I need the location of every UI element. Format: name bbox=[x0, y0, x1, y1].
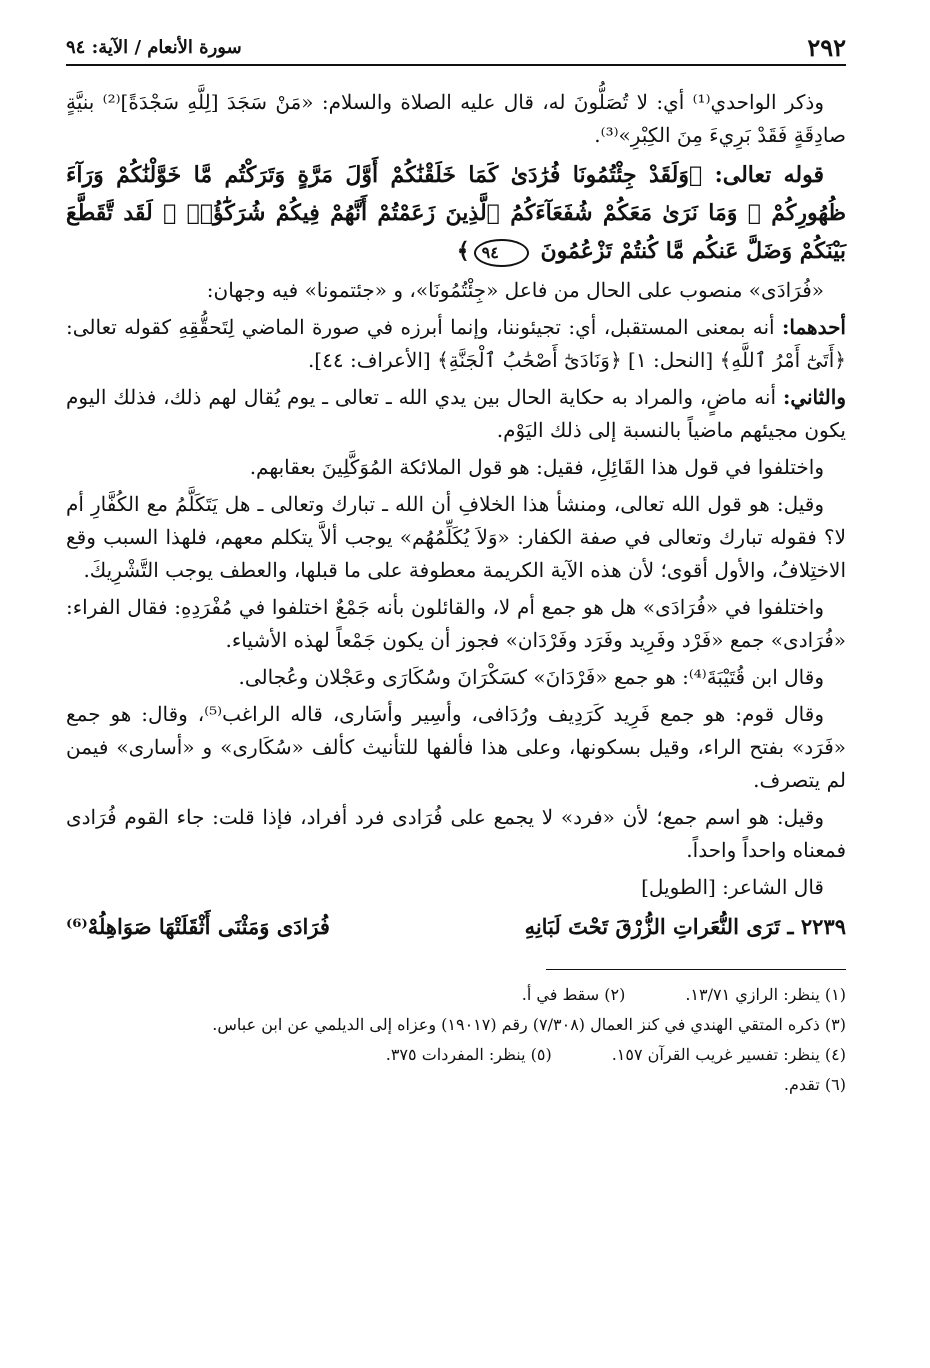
page-title: سورة الأنعام / الآية: ٩٤ bbox=[66, 36, 242, 58]
footnote-row bbox=[66, 1070, 846, 1100]
main-text bbox=[66, 86, 846, 943]
second-text: أنه ماضٍ، والمراد به حكاية الحال بين يدي الله ـ تعالى ـ يوم يُقال لهم ذلك، فذلك اليوم يكون مجيئهم ماضياً بالنسبة إلى ذلك اليَوْم. bbox=[66, 385, 846, 442]
footnote-5: (٥) ينظر: المفردات ٣٧٥. bbox=[385, 1045, 552, 1064]
paragraph: وقال ابن قُتَيْبَةَ⁽⁴⁾: هو جمع «فَرْدَانَ» كسَكْرَانَ وسُكَارَى وعَجْلان وعُجالى. bbox=[238, 665, 824, 689]
poem-right bbox=[525, 910, 846, 943]
second-lead: والثاني: bbox=[782, 385, 846, 409]
footnote-6: (٦) تقدم. bbox=[783, 1075, 846, 1094]
verse-number: ٩٤ bbox=[474, 239, 529, 267]
quran-close: ﴾ bbox=[456, 238, 470, 264]
quran-verse-block bbox=[66, 156, 846, 270]
quran-intro: قوله تعالى: bbox=[714, 162, 824, 188]
hemistich-left: فُرَادَى وَمَثْنَى أَثْقَلَتْهَا صَوَاهِلُهْ⁽⁶⁾ bbox=[66, 914, 330, 939]
paragraph-first-aspect bbox=[66, 311, 846, 377]
poem-line bbox=[66, 910, 846, 943]
paragraph: وذكر الواحدي⁽¹⁾ أي: لا تُصَلُّونَ له، قال عليه الصلاة والسلام: «مَنْ سَجَدَ [لِلَّهِ سَجْدَةً]⁽²⁾ بنيَّةٍ صادِقَةٍ فَقَدْ بَرِيءَ مِنَ الكِبْرِ»⁽³⁾. bbox=[66, 90, 846, 147]
paragraph: واختلفوا في قول هذا القَائِلِ، فقيل: هو قول الملائكة المُوَكَّلِينَ بعقابهم. bbox=[249, 455, 824, 479]
footnote-row bbox=[66, 1040, 846, 1070]
page bbox=[66, 30, 846, 1100]
paragraph: وقيل: هو اسم جمع؛ لأن «فرد» لا يجمع على فُرَادى فرد أفراد، فإذا قلت: جاء القوم فُرَادى فمعناه واحداً واحداً. bbox=[66, 805, 846, 862]
footnote-2: (٢) سقط في أ. bbox=[521, 985, 626, 1004]
footnote-3: (٣) ذكره المتقي الهندي في كنز العمال (٧/٣٠٨) رقم (١٩٠١٧) وعزاه إلى الديلمي عن ابن عباس. bbox=[212, 1015, 846, 1034]
footnotes bbox=[66, 980, 846, 1100]
poem-number: ٢٢٣٩ ـ bbox=[787, 914, 846, 939]
page-number: ٢٩٢ bbox=[807, 32, 846, 62]
footnote-row bbox=[66, 980, 846, 1010]
paragraph: قال الشاعر: [الطويل] bbox=[641, 875, 824, 899]
footnote-row bbox=[66, 1010, 846, 1040]
first-text: أنه بمعنى المستقبل، أي: تجيئوننا، وإنما أبرزه في صورة الماضي لِتَحقُّقِهِ كقوله تعالى: ﴿أَتَىٰٓ أَمْرُ ٱللَّهِ﴾ [النحل: ١] ﴿وَنَادَىٰٓ أَصْحَٰبُ ٱلْجَنَّةِ﴾ [الأعراف: ٤٤]. bbox=[66, 315, 846, 372]
quran-verse: ﴿وَلَقَدْ جِئْتُمُونَا فُرَٰدَىٰ كَمَا خَلَقْنَٰكُمْ أَوَّلَ مَرَّةٍ وَتَرَكْتُم مَّا خَوَّلْنَٰكُمْ وَرَآءَ ظُهُورِكُمْ ۖ وَمَا نَرَىٰ مَعَكُمْ شُفَعَآءَكُمُ ٱلَّذِينَ زَعَمْتُمْ أَنَّهُمْ فِيكُمْ شُرَكَٰٓؤُا۟ ۚ لَقَد تَّقَطَّعَ بَيْنَكُمْ وَضَلَّ عَنكُم مَّا كُنتُمْ تَزْعُمُونَ bbox=[66, 162, 846, 264]
paragraph: واختلفوا في «فُرَادَى» هل هو جمع أم لا، والقائلون بأنه جَمْعٌ اختلفوا في مُفْرَدِهِ: فقال الفراء: «فُرَادى» جمع «فَرْد وفَرِيد وفَرَد وفَرْدَان» فجوز أن يكون جَمْعاً لهذه الأشياء. bbox=[66, 595, 846, 652]
hemistich-right: تَرَى النُّعَراتِ الزُّرْقَ تَحْتَ لَبَانِهِ bbox=[524, 914, 781, 939]
footnote-1: (١) ينظر: الرازي ١٣/٧١. bbox=[685, 985, 846, 1004]
paragraph: «فُرَادَى» منصوب على الحال من فاعل «جِئْتُمُونَا»، و «جئتمونا» فيه وجهان: bbox=[206, 278, 824, 302]
first-lead: أحدهما: bbox=[781, 315, 846, 339]
paragraph-second-aspect bbox=[66, 381, 846, 447]
paragraph: وقيل: هو قول الله تعالى، ومنشأ هذا الخلافِ أن الله ـ تبارك وتعالى ـ هل يَتَكَلَّمُ مع الكُفَّارِ أم لا؟ فقوله تبارك وتعالى في صفة الكفار: «وَلاَ يُكَلِّمُهُم» يوجب ألاَّ يتكلم معهم، فلهذا السبب وقع الاختِلافُ، والأول أقوى؛ لأن هذه الآية الكريمة معطوفة على ما قبلها، والعطف يوجب التَّشْرِيكَ. bbox=[66, 492, 846, 582]
footnote-separator bbox=[546, 969, 846, 970]
paragraph: وقال قوم: هو جمع فَرِيد كَرَدِيف ورُدَافى، وأسِير وأسَارى، قاله الراغب⁽⁵⁾، وقال: هو جمع «فَرَد» بفتح الراء، وقيل بسكونها، وعلى هذا فألفها للتأنيث كألف «سُكَارى» و «أسارى» فيمن لم يتصرف. bbox=[66, 702, 846, 792]
page-header bbox=[66, 30, 846, 66]
footnote-4: (٤) ينظر: تفسير غريب القرآن ١٥٧. bbox=[611, 1045, 846, 1064]
